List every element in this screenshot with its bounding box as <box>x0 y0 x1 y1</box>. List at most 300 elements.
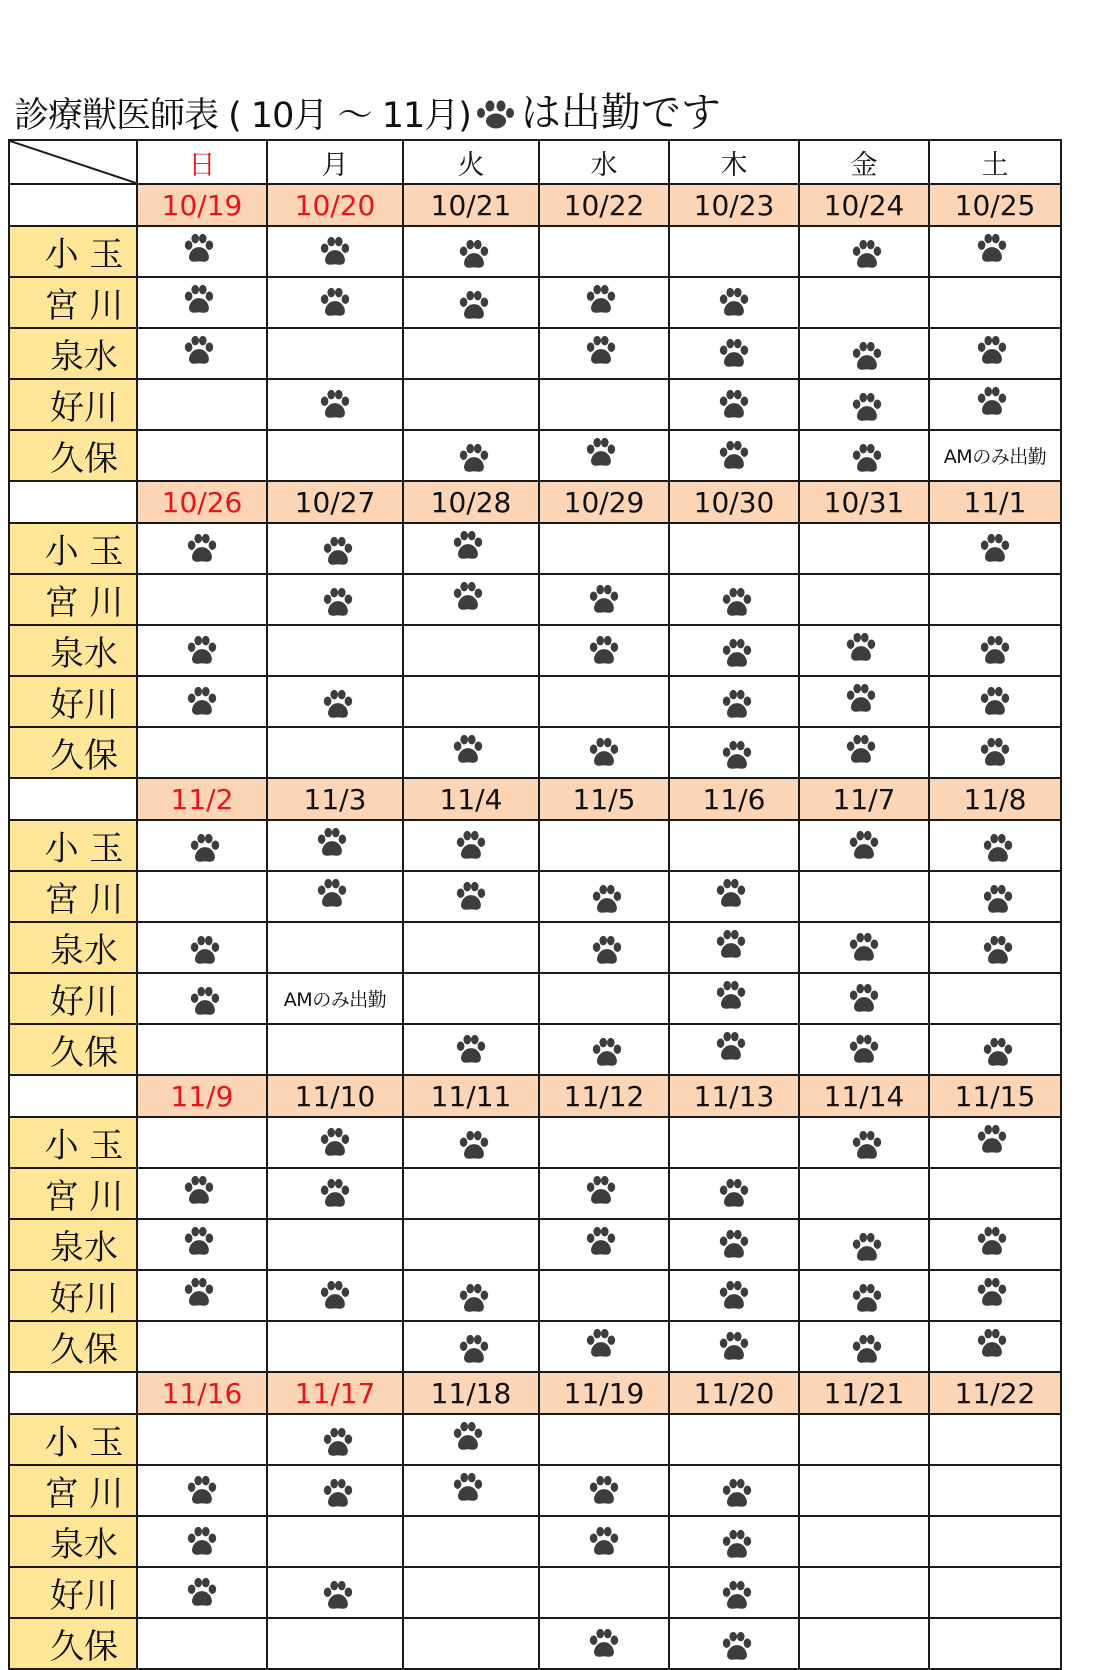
page-title <box>14 86 721 138</box>
schedule-cell <box>799 1117 929 1168</box>
date-cell: 11/13 <box>669 1075 799 1117</box>
schedule-cell <box>539 676 669 727</box>
schedule-cell <box>539 1465 669 1516</box>
paw-print-icon <box>717 1177 751 1211</box>
paw-print-icon <box>717 337 751 371</box>
schedule-cell <box>137 1024 267 1075</box>
schedule-cell <box>539 871 669 922</box>
title-main: 診療獣医師表 ( 10月 ～ 11月) <box>14 96 471 136</box>
schedule-cell <box>929 1168 1061 1219</box>
paw-print-icon <box>451 529 485 563</box>
schedule-cell <box>267 430 403 481</box>
schedule-cell <box>539 1219 669 1270</box>
schedule-cell <box>539 1117 669 1168</box>
date-cell: 11/10 <box>267 1075 403 1117</box>
paw-print-icon <box>720 637 754 671</box>
paw-print-icon <box>844 733 878 767</box>
paw-print-icon <box>182 1174 216 1208</box>
schedule-cell <box>799 1414 929 1465</box>
schedule-cell <box>669 1270 799 1321</box>
vet-row <box>9 1219 1061 1270</box>
schedule-cell <box>267 871 403 922</box>
schedule-cell <box>669 1321 799 1372</box>
vet-name: 宮 川 <box>9 277 137 328</box>
paw-print-icon <box>584 1327 618 1361</box>
paw-print-icon <box>185 1525 219 1559</box>
date-cell: 11/8 <box>929 778 1061 820</box>
schedule-cell <box>403 1567 539 1618</box>
vet-name: 好川 <box>9 676 137 727</box>
date-row-blank <box>9 1075 137 1117</box>
vet-name: 小 玉 <box>9 1414 137 1465</box>
paw-print-icon <box>847 982 881 1016</box>
paw-print-icon <box>185 1576 219 1610</box>
paw-print-icon <box>185 532 219 566</box>
schedule-cell <box>929 277 1061 328</box>
paw-print-icon <box>188 985 222 1019</box>
day-name: 水 <box>539 140 669 184</box>
schedule-cell <box>929 1270 1061 1321</box>
schedule-table <box>8 139 1062 1670</box>
schedule-cell <box>669 1567 799 1618</box>
vet-row <box>9 1168 1061 1219</box>
vet-name: 好川 <box>9 973 137 1024</box>
date-cell: 10/20 <box>267 184 403 226</box>
schedule-cell <box>137 226 267 277</box>
vet-row <box>9 430 1061 481</box>
paw-print-icon <box>717 286 751 320</box>
vet-row <box>9 328 1061 379</box>
paw-print-icon <box>847 829 881 863</box>
vet-name: 泉水 <box>9 1219 137 1270</box>
schedule-cell <box>929 430 1061 481</box>
schedule-cell <box>539 430 669 481</box>
vet-name: 好川 <box>9 1270 137 1321</box>
schedule-cell <box>799 574 929 625</box>
schedule-cell <box>267 523 403 574</box>
schedule-cell <box>669 1219 799 1270</box>
paw-print-icon <box>321 1579 355 1613</box>
date-cell: 11/16 <box>137 1372 267 1414</box>
schedule-cell <box>539 1414 669 1465</box>
schedule-cell <box>929 1618 1061 1669</box>
date-cell: 11/2 <box>137 778 267 820</box>
schedule-cell <box>267 727 403 778</box>
schedule-cell <box>799 1270 929 1321</box>
schedule-cell <box>929 922 1061 973</box>
schedule-cell <box>137 1618 267 1669</box>
vet-row <box>9 1117 1061 1168</box>
date-cell: 11/20 <box>669 1372 799 1414</box>
paw-print-icon <box>850 340 884 374</box>
schedule-cell <box>799 328 929 379</box>
paw-print-icon <box>720 1477 754 1511</box>
paw-print-icon <box>321 586 355 620</box>
schedule-cell <box>669 430 799 481</box>
schedule-cell <box>669 820 799 871</box>
date-cell: 10/31 <box>799 481 929 523</box>
vet-row <box>9 379 1061 430</box>
schedule-cell <box>137 574 267 625</box>
paw-print-icon <box>978 736 1012 770</box>
schedule-cell <box>799 973 929 1024</box>
schedule-cell <box>267 1516 403 1567</box>
paw-print-icon <box>981 832 1015 866</box>
vet-name: 久保 <box>9 1618 137 1669</box>
paw-print-icon <box>720 739 754 773</box>
date-cell: 10/27 <box>267 481 403 523</box>
vet-name: 小 玉 <box>9 1117 137 1168</box>
schedule-cell <box>929 574 1061 625</box>
schedule-cell <box>137 1567 267 1618</box>
schedule-cell <box>799 1618 929 1669</box>
schedule-cell <box>669 1465 799 1516</box>
schedule-cell <box>137 625 267 676</box>
schedule-cell <box>403 379 539 430</box>
paw-print-icon <box>318 286 352 320</box>
paw-print-icon <box>714 979 748 1013</box>
schedule-cell <box>403 574 539 625</box>
vet-row <box>9 1567 1061 1618</box>
day-name: 土 <box>929 140 1061 184</box>
schedule-cell <box>929 1414 1061 1465</box>
date-cell: 10/26 <box>137 481 267 523</box>
schedule-cell <box>539 820 669 871</box>
title-legend: は出勤です <box>520 90 721 136</box>
schedule-cell <box>539 574 669 625</box>
schedule-cell <box>137 1168 267 1219</box>
schedule-cell <box>929 676 1061 727</box>
schedule-cell <box>403 1219 539 1270</box>
paw-print-icon <box>720 1528 754 1562</box>
vet-row <box>9 973 1061 1024</box>
date-cell: 10/21 <box>403 184 539 226</box>
cell-note: AMのみ出勤 <box>283 989 387 1011</box>
paw-print-icon <box>975 385 1009 419</box>
paw-print-icon <box>844 682 878 716</box>
schedule-cell <box>403 1024 539 1075</box>
schedule-cell <box>403 430 539 481</box>
schedule-cell <box>267 574 403 625</box>
paw-print-icon <box>850 238 884 272</box>
paw-print-icon <box>188 832 222 866</box>
paw-print-icon <box>457 1282 491 1316</box>
paw-print-icon <box>185 634 219 668</box>
paw-print-icon <box>321 1477 355 1511</box>
paw-print-icon <box>714 928 748 962</box>
paw-print-icon <box>590 883 624 917</box>
paw-print-icon <box>182 1276 216 1310</box>
paw-print-icon <box>315 877 349 911</box>
paw-print-icon <box>714 877 748 911</box>
schedule-cell <box>403 625 539 676</box>
schedule-cell <box>669 379 799 430</box>
paw-print-icon <box>182 1225 216 1259</box>
schedule-cell <box>539 1516 669 1567</box>
schedule-cell <box>539 523 669 574</box>
paw-print-icon <box>451 1420 485 1454</box>
schedule-cell <box>403 328 539 379</box>
schedule-cell <box>929 328 1061 379</box>
schedule-cell <box>403 1465 539 1516</box>
schedule-cell <box>929 727 1061 778</box>
vet-name: 久保 <box>9 727 137 778</box>
paw-print-icon <box>590 934 624 968</box>
schedule-cell <box>799 1219 929 1270</box>
vet-name: 泉水 <box>9 922 137 973</box>
schedule-cell <box>267 922 403 973</box>
paw-print-icon <box>457 1129 491 1163</box>
schedule-cell <box>669 277 799 328</box>
paw-print-icon <box>584 283 618 317</box>
paw-print-icon <box>318 1126 352 1160</box>
schedule-cell <box>539 1567 669 1618</box>
day-name: 金 <box>799 140 929 184</box>
date-row <box>9 778 1061 820</box>
schedule-cell <box>137 1465 267 1516</box>
paw-print-icon <box>318 388 352 422</box>
date-row <box>9 184 1061 226</box>
schedule-cell <box>669 328 799 379</box>
schedule-cell <box>669 523 799 574</box>
paw-print-icon <box>717 1228 751 1262</box>
vet-name: 宮 川 <box>9 871 137 922</box>
vet-row <box>9 277 1061 328</box>
schedule-cell <box>669 1024 799 1075</box>
schedule-cell <box>137 1117 267 1168</box>
date-cell: 11/5 <box>539 778 669 820</box>
schedule-cell <box>539 328 669 379</box>
paw-print-icon <box>318 1279 352 1313</box>
date-cell: 11/1 <box>929 481 1061 523</box>
paw-print-icon <box>981 1036 1015 1070</box>
paw-print-icon <box>850 1129 884 1163</box>
paw-print-icon <box>720 586 754 620</box>
schedule-cell <box>267 1414 403 1465</box>
schedule-cell <box>403 973 539 1024</box>
paw-print-icon <box>475 100 515 130</box>
paw-print-icon <box>457 1333 491 1367</box>
schedule-cell <box>267 379 403 430</box>
vet-row <box>9 1516 1061 1567</box>
schedule-cell <box>929 1024 1061 1075</box>
paw-print-icon <box>844 631 878 665</box>
schedule-cell <box>403 1414 539 1465</box>
paw-print-icon <box>850 442 884 476</box>
schedule-cell <box>137 871 267 922</box>
paw-print-icon <box>587 1525 621 1559</box>
schedule-cell <box>267 328 403 379</box>
paw-print-icon <box>850 1282 884 1316</box>
schedule-cell <box>137 328 267 379</box>
paw-print-icon <box>847 1033 881 1067</box>
paw-print-icon <box>584 1225 618 1259</box>
paw-print-icon <box>975 1225 1009 1259</box>
paw-print-icon <box>587 634 621 668</box>
schedule-cell <box>669 973 799 1024</box>
vet-name: 宮 川 <box>9 1168 137 1219</box>
day-name: 日 <box>137 140 267 184</box>
schedule-cell <box>267 973 403 1024</box>
schedule-cell <box>137 430 267 481</box>
vet-row <box>9 226 1061 277</box>
schedule-cell <box>799 1024 929 1075</box>
schedule-cell <box>137 1219 267 1270</box>
schedule-cell <box>403 871 539 922</box>
schedule-cell <box>929 1465 1061 1516</box>
paw-print-icon <box>185 685 219 719</box>
paw-print-icon <box>717 1330 751 1364</box>
paw-print-icon <box>717 439 751 473</box>
date-cell: 10/23 <box>669 184 799 226</box>
date-cell: 11/3 <box>267 778 403 820</box>
vet-row <box>9 1465 1061 1516</box>
vet-row <box>9 1270 1061 1321</box>
schedule-cell <box>799 1516 929 1567</box>
paw-print-icon <box>850 1231 884 1265</box>
schedule-cell <box>267 1219 403 1270</box>
schedule-cell <box>267 1618 403 1669</box>
schedule-cell <box>539 1321 669 1372</box>
schedule-cell <box>137 1270 267 1321</box>
date-cell: 10/19 <box>137 184 267 226</box>
paw-print-icon <box>978 634 1012 668</box>
paw-print-icon <box>981 883 1015 917</box>
date-cell: 11/22 <box>929 1372 1061 1414</box>
schedule-cell <box>929 1321 1061 1372</box>
paw-print-icon <box>587 1474 621 1508</box>
date-cell: 10/24 <box>799 184 929 226</box>
schedule-cell <box>669 676 799 727</box>
schedule-cell <box>137 820 267 871</box>
paw-print-icon <box>451 733 485 767</box>
vet-row <box>9 820 1061 871</box>
schedule-cell <box>137 277 267 328</box>
vet-name: 小 玉 <box>9 523 137 574</box>
schedule-cell <box>267 226 403 277</box>
paw-print-icon <box>321 535 355 569</box>
cell-note: AMのみ出勤 <box>943 446 1047 468</box>
schedule-cell <box>799 226 929 277</box>
paw-print-icon <box>717 1279 751 1313</box>
date-cell: 11/6 <box>669 778 799 820</box>
schedule-cell <box>799 820 929 871</box>
vet-name: 小 玉 <box>9 226 137 277</box>
date-cell: 11/4 <box>403 778 539 820</box>
schedule-cell <box>929 871 1061 922</box>
paw-print-icon <box>847 931 881 965</box>
paw-print-icon <box>975 1276 1009 1310</box>
schedule-cell <box>669 1117 799 1168</box>
paw-print-icon <box>185 1474 219 1508</box>
schedule-cell <box>137 727 267 778</box>
schedule-cell <box>267 1321 403 1372</box>
vet-row <box>9 1414 1061 1465</box>
schedule-cell <box>267 277 403 328</box>
paw-print-icon <box>720 1579 754 1613</box>
schedule-cell <box>267 1567 403 1618</box>
vet-row <box>9 727 1061 778</box>
date-row <box>9 1075 1061 1117</box>
date-row-blank <box>9 184 137 226</box>
schedule-cell <box>929 226 1061 277</box>
vet-name: 好川 <box>9 379 137 430</box>
paw-print-icon <box>975 1327 1009 1361</box>
schedule-cell <box>669 1516 799 1567</box>
vet-name: 小 玉 <box>9 820 137 871</box>
schedule-cell <box>137 1516 267 1567</box>
paw-print-icon <box>587 736 621 770</box>
vet-name: 泉水 <box>9 1516 137 1567</box>
diagonal-line <box>10 141 136 183</box>
schedule-cell <box>799 379 929 430</box>
schedule-cell <box>137 676 267 727</box>
schedule-cell <box>929 1567 1061 1618</box>
schedule-cell <box>403 1321 539 1372</box>
paw-print-icon <box>321 688 355 722</box>
schedule-cell <box>799 523 929 574</box>
date-cell: 11/7 <box>799 778 929 820</box>
paw-print-icon <box>182 334 216 368</box>
paw-print-icon <box>720 688 754 722</box>
paw-print-icon <box>457 289 491 323</box>
paw-print-icon <box>321 1426 355 1460</box>
paw-print-icon <box>451 580 485 614</box>
schedule-cell <box>267 1270 403 1321</box>
paw-print-icon <box>717 388 751 422</box>
schedule-cell <box>267 1024 403 1075</box>
day-name: 木 <box>669 140 799 184</box>
schedule-cell <box>539 625 669 676</box>
paw-print-icon <box>318 1177 352 1211</box>
schedule-cell <box>799 1465 929 1516</box>
schedule-cell <box>929 523 1061 574</box>
schedule-cell <box>403 523 539 574</box>
schedule-cell <box>799 922 929 973</box>
schedule-cell <box>669 1414 799 1465</box>
date-cell: 11/17 <box>267 1372 403 1414</box>
date-cell: 11/21 <box>799 1372 929 1414</box>
schedule-cell <box>929 1219 1061 1270</box>
schedule-cell <box>137 1414 267 1465</box>
schedule-cell <box>403 922 539 973</box>
schedule-cell <box>799 1567 929 1618</box>
schedule-cell <box>403 820 539 871</box>
date-cell: 10/29 <box>539 481 669 523</box>
schedule-cell <box>137 973 267 1024</box>
vet-name: 久保 <box>9 430 137 481</box>
schedule-cell <box>669 1168 799 1219</box>
schedule-cell <box>799 625 929 676</box>
vet-row <box>9 1321 1061 1372</box>
schedule-cell <box>539 1024 669 1075</box>
schedule-cell <box>137 523 267 574</box>
paw-print-icon <box>978 532 1012 566</box>
schedule-cell <box>799 430 929 481</box>
schedule-cell <box>267 1465 403 1516</box>
date-cell: 10/30 <box>669 481 799 523</box>
schedule-cell <box>403 1168 539 1219</box>
day-header-row <box>9 140 1061 184</box>
schedule-cell <box>669 625 799 676</box>
paw-print-icon <box>188 934 222 968</box>
corner-cell <box>9 140 137 184</box>
schedule-cell <box>403 1618 539 1669</box>
date-cell: 11/14 <box>799 1075 929 1117</box>
paw-print-icon <box>182 232 216 266</box>
date-cell: 10/25 <box>929 184 1061 226</box>
vet-name: 泉水 <box>9 625 137 676</box>
